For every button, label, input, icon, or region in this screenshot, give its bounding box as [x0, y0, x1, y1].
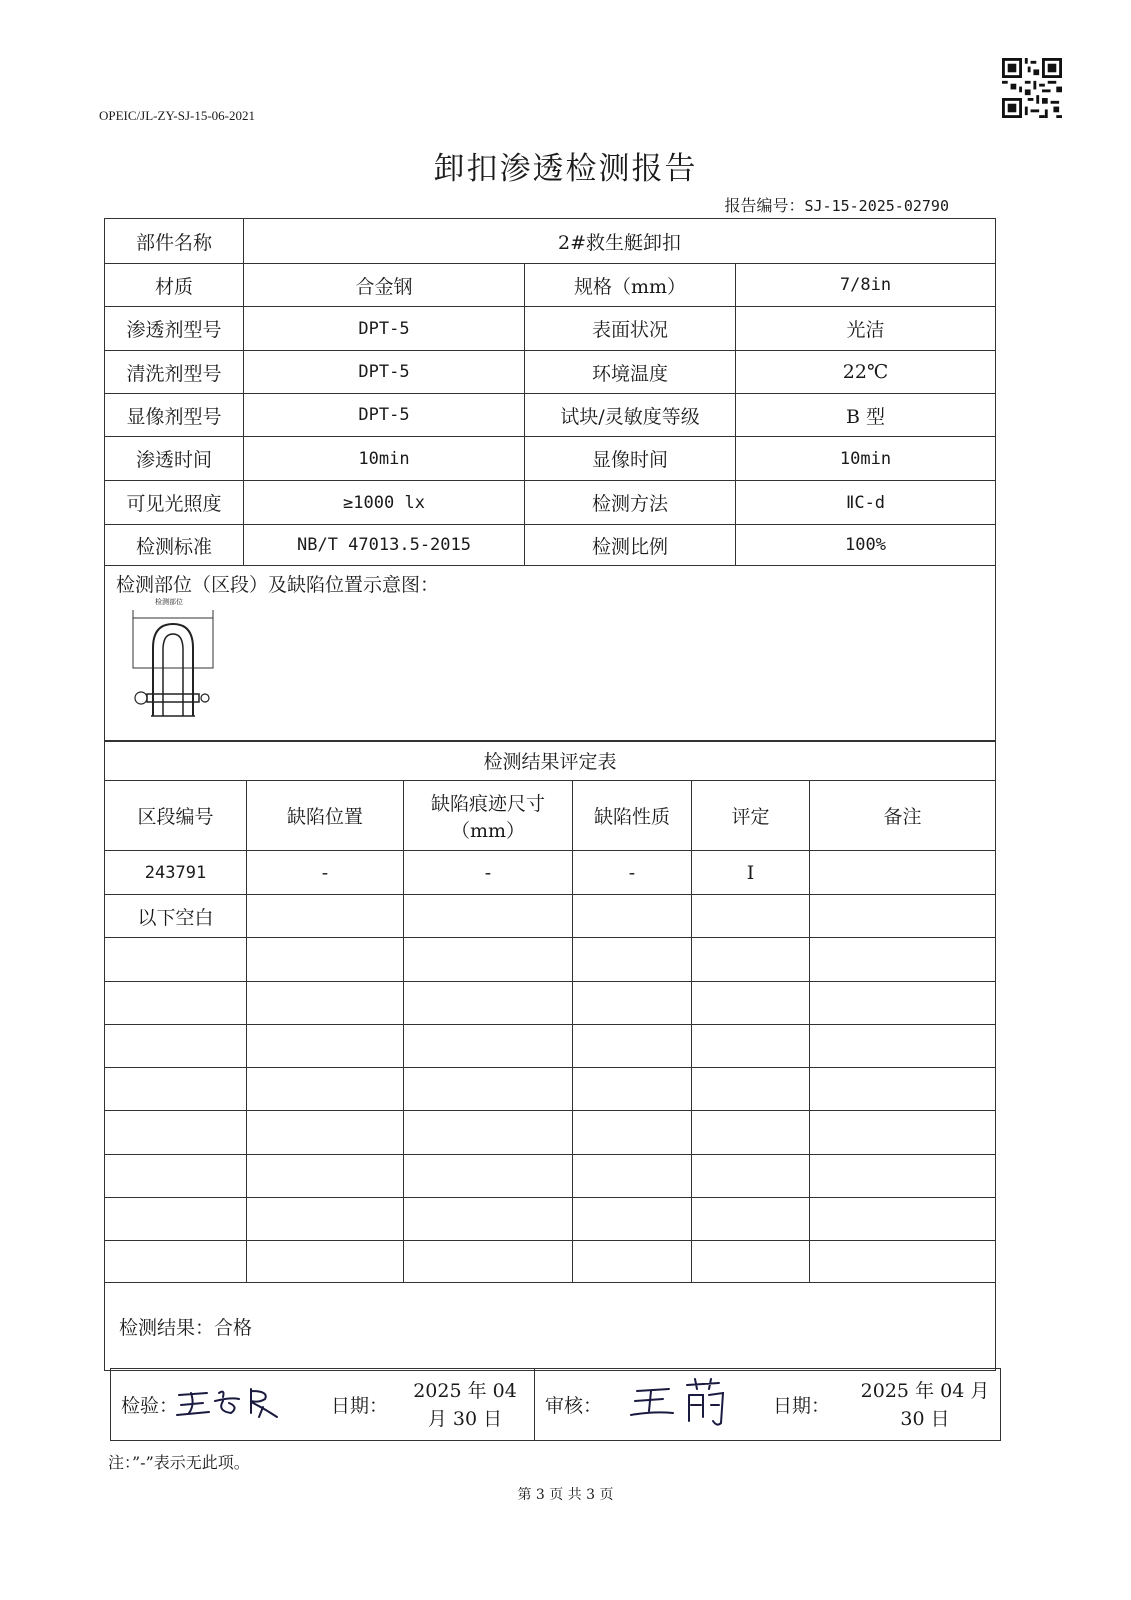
- material-value: 合金钢: [244, 264, 525, 307]
- signature-table: [110, 1368, 1001, 1441]
- development-time-label: 显像时间: [525, 437, 736, 481]
- ambient-temp-label: 环境温度: [525, 351, 736, 394]
- row-position: [247, 895, 404, 938]
- report-number-value: SJ-15-2025-02790: [804, 197, 949, 215]
- shackle-diagram-icon: [125, 596, 225, 736]
- table-row-empty: [105, 1241, 996, 1283]
- inspector-label: 检验：: [121, 1395, 179, 1417]
- part-name-label: 部件名称: [105, 219, 244, 264]
- qr-code-icon: [1002, 58, 1062, 118]
- ratio-value: 100%: [736, 525, 996, 566]
- sensitivity-label: 试块/灵敏度等级: [525, 394, 736, 437]
- method-label: 检测方法: [525, 481, 736, 525]
- inspector-cell: [111, 1369, 535, 1441]
- col-header-remarks: 备注: [810, 781, 996, 851]
- row-remarks: [810, 851, 996, 895]
- part-name-value: 2#救生艇卸扣: [244, 219, 996, 264]
- sketch-area: [105, 566, 996, 742]
- inspector-date-label: 日期：: [331, 1395, 389, 1417]
- method-value: ⅡC-d: [736, 481, 996, 525]
- sketch-caption: 检测部位: [155, 598, 183, 606]
- table-row-empty: [105, 1068, 996, 1111]
- col-header-size: 缺陷痕迹尺寸（mm）: [404, 781, 573, 851]
- row-position: -: [247, 851, 404, 895]
- development-time-value: 10min: [736, 437, 996, 481]
- table-row: [105, 895, 996, 938]
- material-label: 材质: [105, 264, 244, 307]
- report-title: 卸扣渗透检测报告: [433, 151, 698, 187]
- sketch-label: 检测部位（区段）及缺陷位置示意图：: [116, 574, 440, 596]
- table-row-empty: [105, 1198, 996, 1241]
- reviewer-date-label: 日期：: [773, 1395, 831, 1417]
- penetrant-label: 渗透剂型号: [105, 307, 244, 351]
- illuminance-label: 可见光照度: [105, 481, 244, 525]
- col-header-position: 缺陷位置: [247, 781, 404, 851]
- row-rating: [692, 895, 810, 938]
- col-header-nature: 缺陷性质: [573, 781, 692, 851]
- row-nature: -: [573, 851, 692, 895]
- developer-value: DPT-5: [244, 394, 525, 437]
- reviewer-cell: [535, 1369, 1001, 1441]
- doc-code: OPEIC/JL-ZY-SJ-15-06-2021: [99, 108, 255, 123]
- results-title: 检测结果评定表: [105, 741, 996, 781]
- row-rating: Ⅰ: [692, 851, 810, 895]
- conclusion: 检测结果：合格: [105, 1283, 996, 1371]
- report-number-label: 报告编号：: [724, 196, 805, 215]
- reviewer-label: 审核：: [545, 1395, 603, 1417]
- penetration-time-label: 渗透时间: [105, 437, 244, 481]
- col-header-rating: 评定: [692, 781, 810, 851]
- developer-label: 显像剂型号: [105, 394, 244, 437]
- reviewer-signature: [629, 1377, 749, 1429]
- standard-label: 检测标准: [105, 525, 244, 566]
- report-number: [724, 193, 949, 216]
- table-row-empty: [105, 1155, 996, 1198]
- penetrant-value: DPT-5: [244, 307, 525, 351]
- table-row: [105, 851, 996, 895]
- row-section: 以下空白: [105, 895, 247, 938]
- row-nature: [573, 895, 692, 938]
- row-remarks: [810, 895, 996, 938]
- row-size: -: [404, 851, 573, 895]
- inspector-signature: [173, 1383, 293, 1423]
- sensitivity-value: B 型: [736, 394, 996, 437]
- ratio-label: 检测比例: [525, 525, 736, 566]
- spec-label: 规格（mm）: [525, 264, 736, 307]
- spec-value: 7/8in: [736, 264, 996, 307]
- illuminance-value: ≥1000 lx: [244, 481, 525, 525]
- standard-value: NB/T 47013.5-2015: [244, 525, 525, 566]
- results-table: [104, 740, 996, 1371]
- inspector-date: 2025 年 04 月 30 日: [413, 1380, 517, 1430]
- note: 注：”-”表示无此项。: [108, 1453, 250, 1472]
- cleaner-value: DPT-5: [244, 351, 525, 394]
- table-row-empty: [105, 1111, 996, 1155]
- row-section: 243791: [105, 851, 247, 895]
- penetration-time-value: 10min: [244, 437, 525, 481]
- row-size: [404, 895, 573, 938]
- info-table: [104, 218, 996, 742]
- table-row-empty: [105, 982, 996, 1025]
- table-row-empty: [105, 1025, 996, 1068]
- cleaner-label: 清洗剂型号: [105, 351, 244, 394]
- surface-label: 表面状况: [525, 307, 736, 351]
- col-header-section: 区段编号: [105, 781, 247, 851]
- page-footer: 第 3 页 共 3 页: [517, 1487, 614, 1503]
- reviewer-date: 2025 年 04 月 30 日: [860, 1380, 990, 1430]
- ambient-temp-value: 22℃: [736, 351, 996, 394]
- surface-value: 光洁: [736, 307, 996, 351]
- table-row-empty: [105, 938, 996, 982]
